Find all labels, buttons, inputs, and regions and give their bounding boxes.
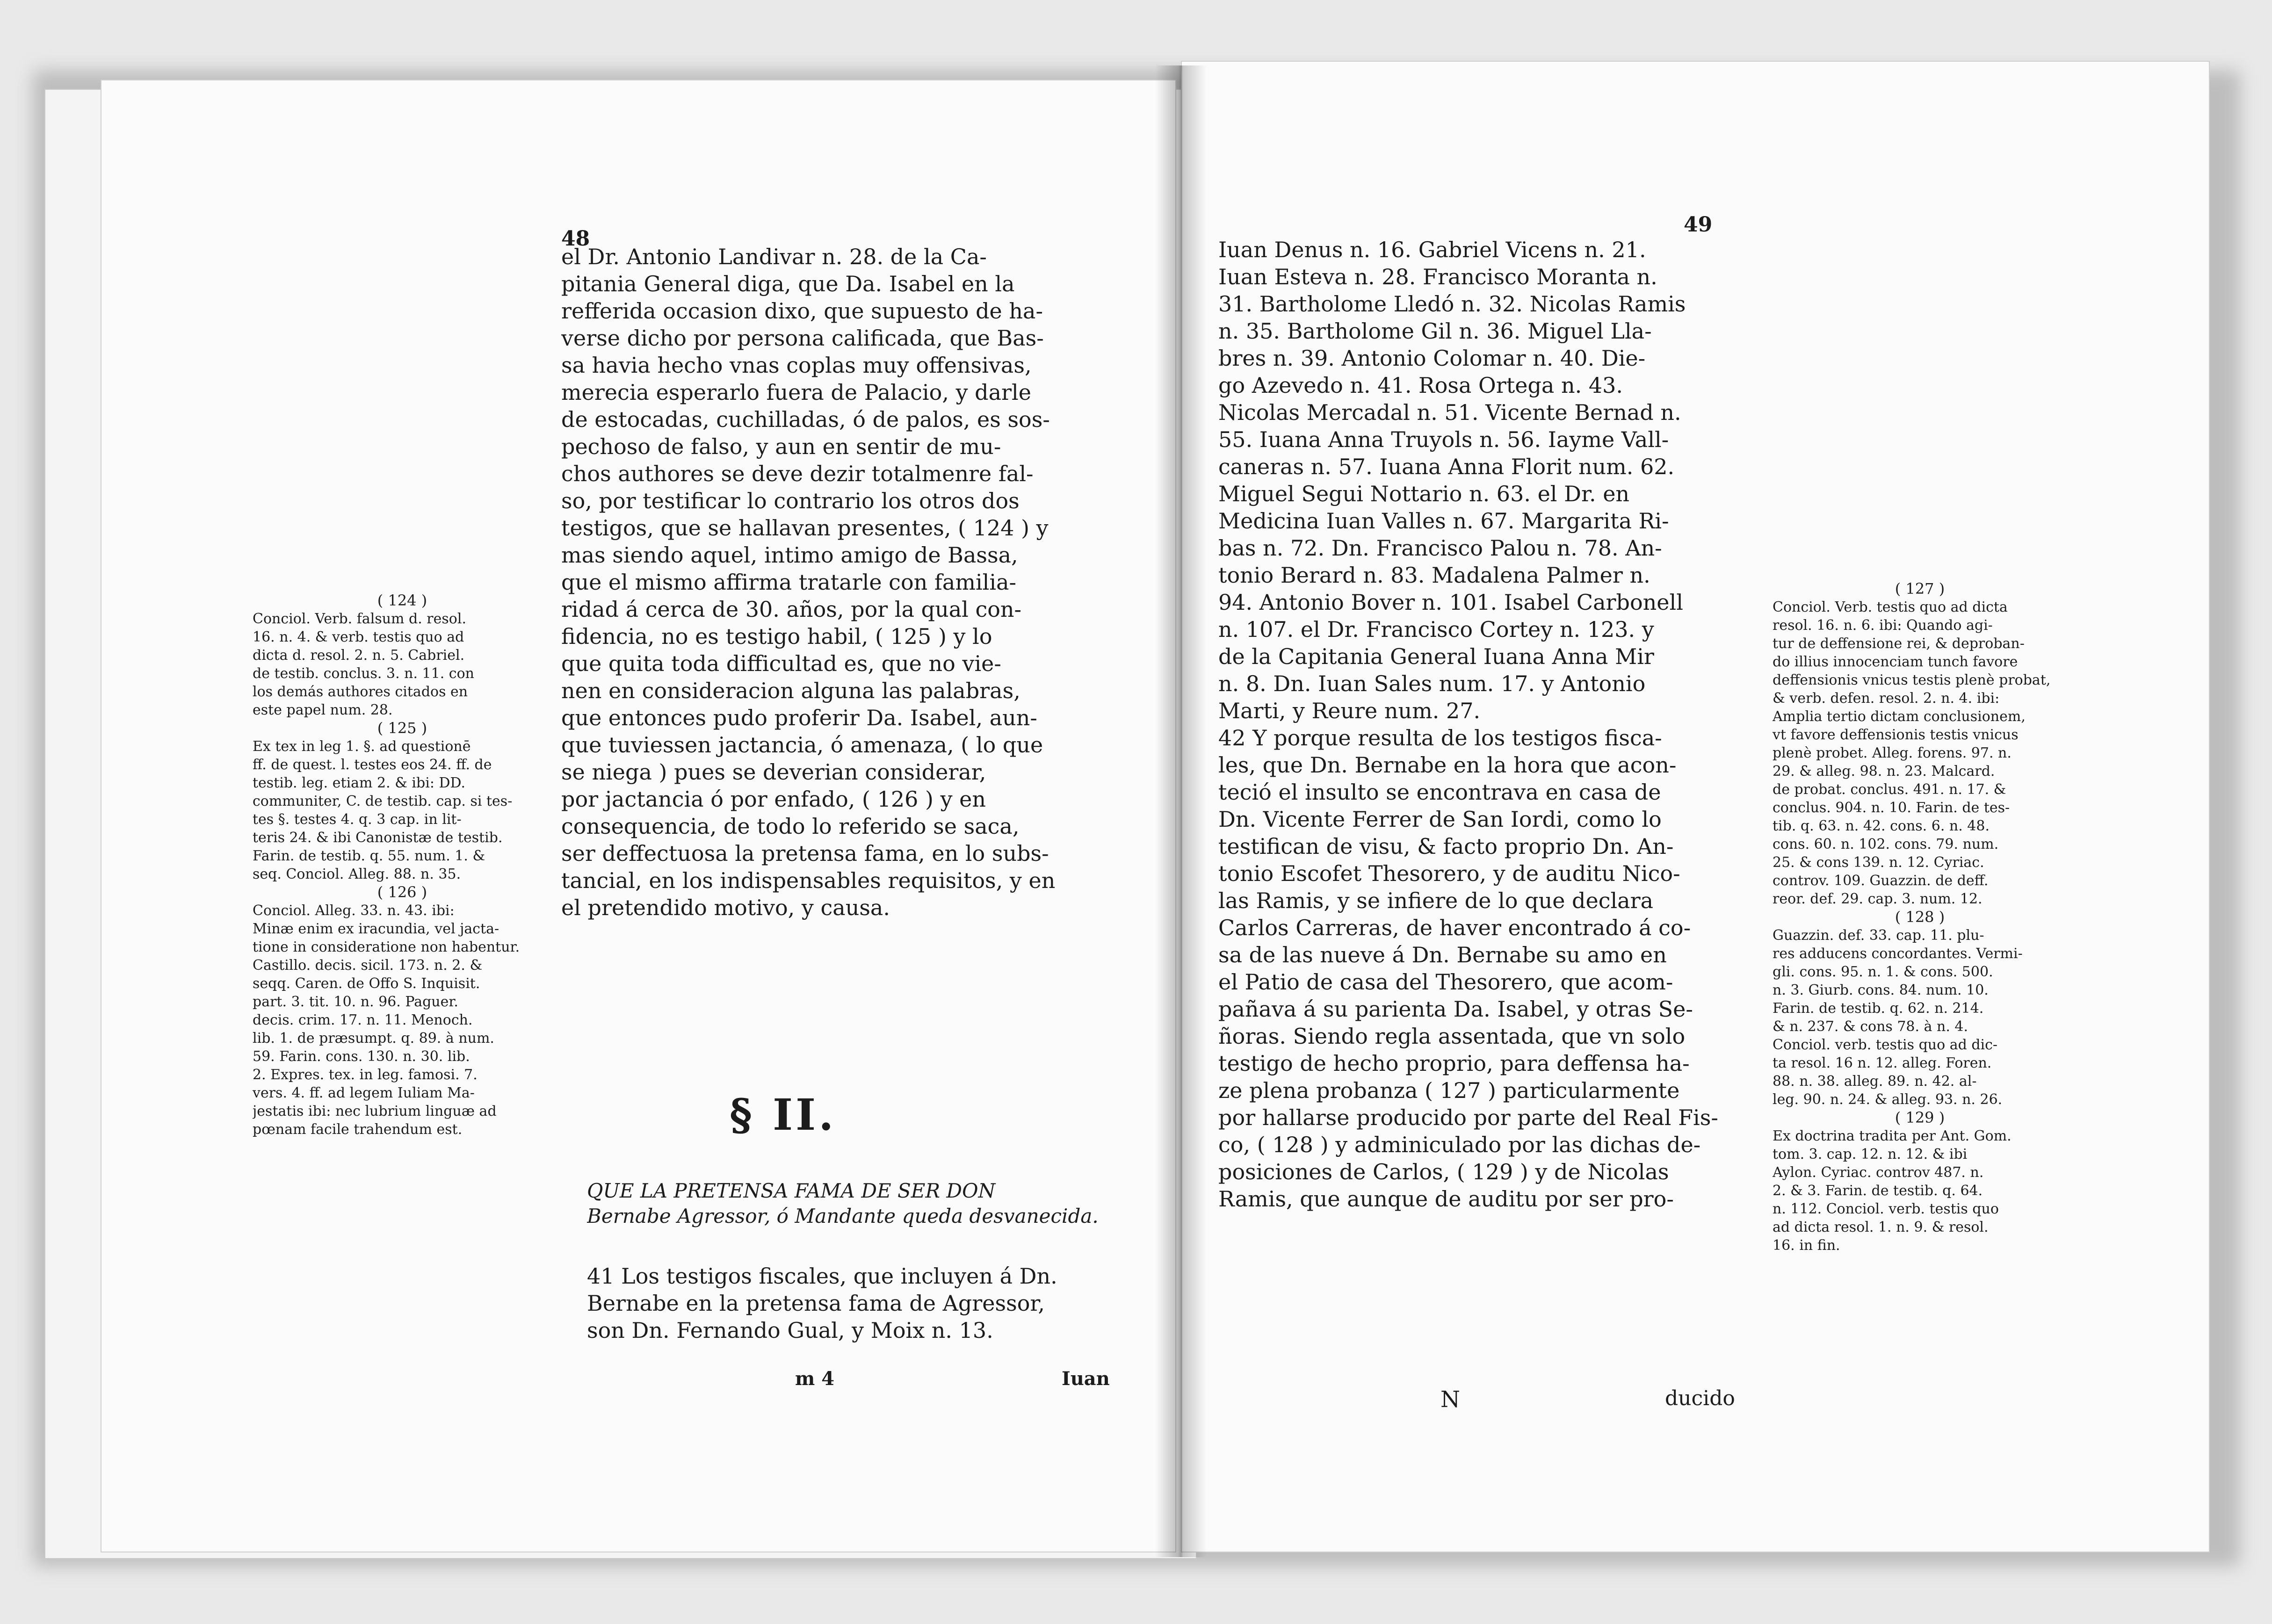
text-line: 31. Bartholome Lledó n. 32. Nicolas Ramis [1218,291,1686,317]
text-line: mas siendo aquel, intimo amigo de Bassa, [561,542,1018,568]
text-line: el pretendido motivo, y causa. [561,895,890,920]
note-line: leg. 90. n. 24. & alleg. 93. n. 26. [1773,1091,2003,1108]
note-line: tib. q. 63. n. 42. cons. 6. n. 48. [1773,818,1990,834]
note-number: ( 124 ) [377,592,427,609]
note-number: ( 129 ) [1895,1109,1945,1126]
catchword: Iuan [1062,1368,1110,1390]
note-line: teris 24. & ibi Canonistæ de testib. [253,830,503,846]
text-line: co, ( 128 ) y adminiculado por las dichas de- [1218,1132,1701,1157]
text-line: ser deffectuosa la pretensa fama, en lo subs- [561,841,1049,866]
text-line: Bernabe Agressor, ó Mandante queda desvanecida. [587,1205,1099,1227]
note-line: Conciol. Verb. testis quo ad dicta [1773,599,2008,615]
note-line: do illius innocenciam tunch favore [1773,654,2018,670]
signature-mark: m 4 [795,1368,835,1390]
section-title [587,1178,1120,1229]
note-line: 2. & 3. Farin. de testib. q. 64. [1773,1183,1983,1199]
note-line: tur de deffensione rei, & deproban- [1773,635,2025,652]
text-line: verse dicho por persona calificada, que Bas- [561,325,1044,351]
note-line: Aylon. Cyriac. controv 487. n. [1773,1164,1984,1181]
note-line: conclus. 904. n. 10. Farin. de tes- [1773,800,2010,816]
text-line: tancial, en los indispensables requisitos, y en [561,868,1056,893]
note-line: Ex tex in leg 1. §. ad questionē [253,738,471,755]
text-line: Ramis, que aunque de auditu por ser pro- [1218,1186,1674,1212]
note-line: Conciol. Verb. falsum d. resol. [253,611,466,627]
text-line: el Dr. Antonio Landivar n. 28. de la Ca- [561,244,987,269]
text-line: ñoras. Siendo regla assentada, que vn solo [1218,1024,1686,1049]
text-line: sa de las nueve á Dn. Bernabe su amo en [1218,942,1667,967]
text-line: nen en consideracion alguna las palabras, [561,678,1020,703]
note-line: este papel num. 28. [253,702,393,718]
book-gutter [1155,65,1207,1557]
text-line: el Patio de casa del Thesorero, que acom- [1218,969,1673,995]
note-line: reor. def. 29. cap. 3. num. 12. [1773,891,1983,907]
text-line: 41 Los testigos fiscales, que incluyen á Dn. [587,1263,1057,1289]
left-body-continuation [587,1263,1120,1344]
note-line: 2. Expres. tex. in leg. famosi. 7. [253,1067,478,1083]
note-line: Farin. de testib. q. 62. n. 214. [1773,1000,1984,1017]
note-line: 16. n. 4. & verb. testis quo ad [253,629,464,645]
note-line: 29. & alleg. 98. n. 23. Malcard. [1773,763,1995,780]
note-line: ad dicta resol. 1. n. 9. & resol. [1773,1219,1989,1235]
text-line: tonio Berard n. 83. Madalena Palmer n. [1218,563,1650,588]
catchword: ducido [1665,1386,1735,1410]
text-line: Iuan Esteva n. 28. Francisco Moranta n. [1218,264,1657,289]
note-line: decis. crim. 17. n. 11. Menoch. [253,1012,473,1028]
note-number: ( 126 ) [377,883,427,901]
note-number: ( 125 ) [377,719,427,737]
note-line: res adducens concordantes. Vermi- [1773,946,2023,962]
note-line: deffensionis vnicus testis plenè probat, [1773,672,2051,688]
note-line: tes §. testes 4. q. 3 cap. in lit- [253,811,462,828]
text-line: pitania General diga, que Da. Isabel en la [561,271,1015,296]
text-line: 55. Iuana Anna Truyols n. 56. Iayme Vall- [1218,427,1669,452]
text-line: caneras n. 57. Iuana Anna Florit num. 62. [1218,454,1675,479]
text-line: go Azevedo n. 41. Rosa Ortega n. 43. [1218,373,1623,398]
text-line: por hallarse producido por parte del Real Fis- [1218,1105,1718,1130]
text-line: que quita toda difficultad es, que no vie- [561,651,1001,676]
note-line: los demás authores citados en [253,684,468,700]
note-line: jestatis ibi: nec lubrium linguæ ad [253,1103,497,1119]
note-line: n. 112. Conciol. verb. testis quo [1773,1201,1999,1217]
note-line: communiter, C. de testib. cap. si tes- [253,793,513,809]
note-line: dicta d. resol. 2. n. 5. Cabriel. [253,647,465,664]
note-line: 16. in fin. [1773,1237,1840,1254]
text-line: fidencia, no es testigo habil, ( 125 ) y lo [561,624,992,649]
text-line: n. 35. Bartholome Gil n. 36. Miguel Lla- [1218,318,1652,344]
text-line: Dn. Vicente Ferrer de San Iordi, como lo [1218,807,1662,832]
text-line: ze plena probanza ( 127 ) particularmente [1218,1078,1680,1103]
note-line: ff. de quest. l. testes eos 24. ff. de [253,757,492,773]
note-line: plenè probet. Alleg. forens. 97. n. [1773,745,2012,761]
text-line: que el mismo affirma tratarle con familia- [561,570,1017,595]
text-line: teció el insulto se encontrava en casa de [1218,780,1661,805]
note-line: de testib. conclus. 3. n. 11. con [253,665,474,682]
signature-mark: N [1440,1386,1460,1413]
text-line: n. 8. Dn. Iuan Sales num. 17. y Antonio [1218,671,1646,696]
left-body-text [561,243,1104,921]
text-line: Marti, y Reure num. 27. [1218,698,1481,723]
text-line: son Dn. Fernando Gual, y Moix n. 13. [587,1318,993,1343]
text-line: chos authores se deve dezir totalmenre fal- [561,461,1034,486]
text-line: de estocadas, cuchilladas, ó de palos, es sos- [561,407,1050,432]
note-line: Conciol. Alleg. 33. n. 43. ibi: [253,902,455,919]
text-line: consequencia, de todo lo referido se saca, [561,814,1020,839]
note-line: vers. 4. ff. ad legem Iuliam Ma- [253,1085,475,1101]
text-line: testigos, que se hallavan presentes, ( 124 ) y [561,515,1049,541]
note-line: tione in consideratione non habentur. [253,939,520,955]
note-line: vt favore deffensionis testis vnicus [1773,727,2019,743]
note-line: ta resol. 16 n. 12. alleg. Foren. [1773,1055,1992,1071]
note-line: seqq. Caren. de Offo S. Inquisit. [253,975,480,992]
text-line: que tuviessen jactancia, ó amenaza, ( lo que [561,732,1043,758]
note-line: 59. Farin. cons. 130. n. 30. lib. [253,1048,470,1065]
text-line: Nicolas Mercadal n. 51. Vicente Bernad n. [1218,400,1681,425]
text-line: so, por testificar lo contrario los otros dos [561,488,1020,513]
left-page-number: 48 [561,227,590,251]
text-line: 94. Antonio Bover n. 101. Isabel Carbonell [1218,590,1683,615]
text-line: Iuan Denus n. 16. Gabriel Vicens n. 21. [1218,237,1646,262]
text-line: ridad á cerca de 30. años, por la qual con- [561,597,1022,622]
text-line: testigo de hecho proprio, para deffensa ha- [1218,1051,1690,1076]
note-line: 25. & cons 139. n. 12. Cyriac. [1773,854,1984,871]
note-line: 88. n. 38. alleg. 89. n. 42. al- [1773,1073,1977,1090]
text-line: n. 107. el Dr. Francisco Cortey n. 123. y [1218,617,1654,642]
right-marginal-notes [1773,580,2067,1255]
text-line: testifican de visu, & facto proprio Dn. An- [1218,834,1674,859]
text-line: posiciones de Carlos, ( 129 ) y de Nicolas [1218,1159,1669,1184]
note-line: pœnam facile trahendum est. [253,1121,463,1138]
note-line: Minæ enim ex iracundia, vel jacta- [253,921,499,937]
text-line: que entonces pudo proferir Da. Isabel, aun- [561,705,1037,730]
text-line: tonio Escofet Thesorero, y de auditu Nico- [1218,861,1680,886]
note-number: ( 127 ) [1895,580,1945,598]
right-page-number: 49 [1684,213,1713,237]
text-line: les, que Dn. Bernabe en la hora que acon- [1218,752,1677,778]
text-line: bres n. 39. Antonio Colomar n. 40. Die- [1218,346,1646,371]
text-line: por jactancia ó por enfado, ( 126 ) y en [561,787,986,812]
note-line: lib. 1. de præsumpt. q. 89. à num. [253,1030,494,1047]
text-line: QUE LA PRETENSA FAMA DE SER DON [587,1179,996,1202]
text-line: pechoso de falso, y aun en sentir de mu- [561,434,1001,459]
note-line: Amplia tertio dictam conclusionem, [1773,708,2026,725]
note-line: resol. 16. n. 6. ibi: Quando agi- [1773,617,1993,634]
note-line: tom. 3. cap. 12. n. 12. & ibi [1773,1146,1968,1162]
note-line: Conciol. verb. testis quo ad dic- [1773,1037,1998,1053]
note-line: de probat. conclus. 491. n. 17. & [1773,781,2006,798]
note-number: ( 128 ) [1895,908,1945,926]
text-line: de la Capitania General Iuana Anna Mir [1218,644,1654,669]
text-line: 42 Y porque resulta de los testigos fisca- [1218,725,1662,751]
right-body-text [1218,236,1770,1213]
note-line: controv. 109. Guazzin. de deff. [1773,873,1989,889]
text-line: refferida occasion dixo, que supuesto de ha- [561,298,1043,324]
text-line: sa havia hecho vnas coplas muy offensivas, [561,353,1032,378]
note-line: n. 3. Giurb. cons. 84. num. 10. [1773,982,1989,998]
text-line: las Ramis, y se infiere de lo que declara [1218,888,1654,913]
text-line: pañava á su parienta Da. Isabel, y otras Se- [1218,996,1693,1022]
note-line: Ex doctrina tradita per Ant. Gom. [1773,1128,2012,1144]
text-line: merecia esperarlo fuera de Palacio, y darle [561,380,1031,405]
note-line: part. 3. tit. 10. n. 96. Paguer. [253,994,458,1010]
note-line: cons. 60. n. 102. cons. 79. num. [1773,836,1999,852]
text-line: Carlos Carreras, de haver encontrado á co- [1218,915,1691,940]
note-line: gli. cons. 95. n. 1. & cons. 500. [1773,964,1993,980]
note-line: Guazzin. def. 33. cap. 11. plu- [1773,927,1984,944]
note-line: Farin. de testib. q. 55. num. 1. & [253,848,485,864]
text-line: bas n. 72. Dn. Francisco Palou n. 78. An- [1218,535,1662,561]
note-line: Castillo. decis. sicil. 173. n. 2. & [253,957,483,974]
note-line: seq. Conciol. Alleg. 88. n. 35. [253,866,461,882]
note-line: & n. 237. & cons 78. à n. 4. [1773,1018,1968,1035]
note-line: testib. leg. etiam 2. & ibi: DD. [253,775,466,791]
note-line: & verb. defen. resol. 2. n. 4. ibi: [1773,690,2000,707]
text-line: se niega ) pues se deverian considerar, [561,759,986,785]
section-heading: § II. [730,1090,837,1140]
left-marginal-notes [253,592,552,1139]
text-line: Bernabe en la pretensa fama de Agressor, [587,1291,1045,1316]
text-line: Miguel Segui Nottario n. 63. el Dr. en [1218,481,1630,506]
text-line: Medicina Iuan Valles n. 67. Margarita Ri- [1218,508,1669,534]
